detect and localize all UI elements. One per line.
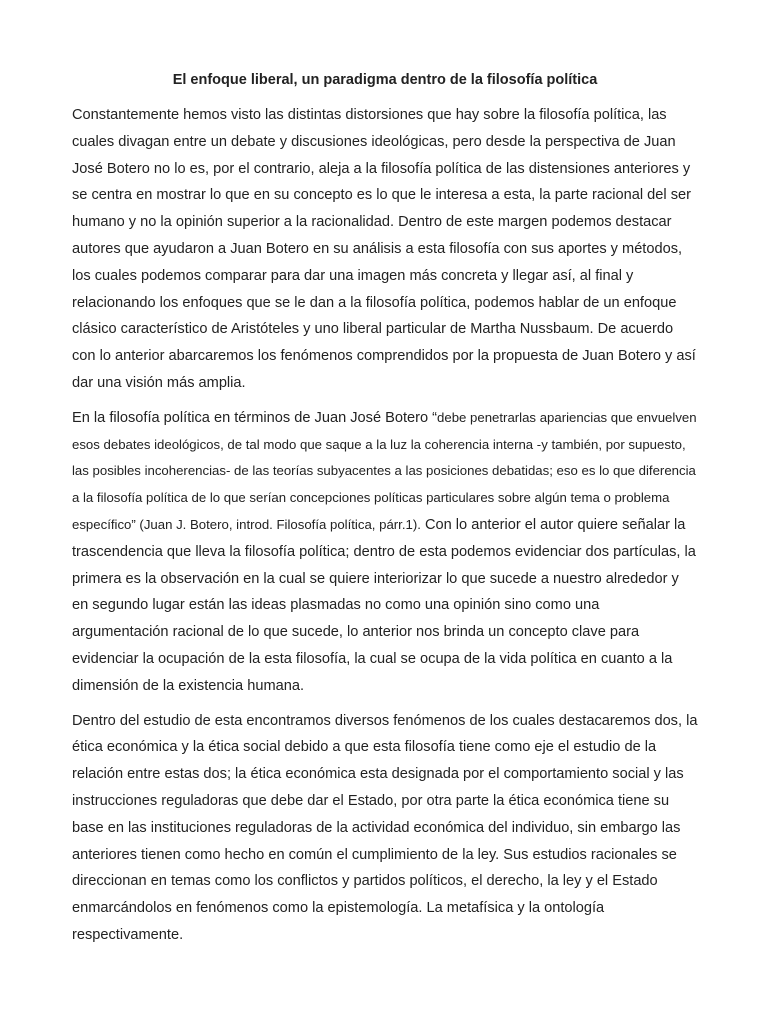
paragraph-3: Dentro del estudio de esta encontramos diversos fenómenos de los cuales destacaremos dos, la ética económica y la ética social debido a que esta filosofía tiene como eje el estudio de la relación entre estas dos; la ética económica esta designada por el comportamiento social y las instrucciones reguladoras que debe dar el Estado, por otra parte la ética económica tiene su base en las instituciones reguladoras de la actividad económica del individuo, sin embargo las anteriores tienen como hecho en común el cumplimiento de la ley. Sus estudios racionales se direccionan en temas como los conflictos y partidos políticos, el derecho, la ley y el Estado enmarcándolos en fenómenos como la epistemología. La metafísica y la ontología respectivamente. [72,712,698,943]
paragraph-2 [72,405,698,700]
document-page [72,70,698,957]
document-title: El enfoque liberal, un paradigma dentro de la filosofía política [172,72,598,88]
paragraph-2-intro: En la filosofía política en términos de Juan José Botero “ [72,409,438,426]
paragraph-2-quote: debe penetrarlas apariencias que envuelven esos debates ideológicos, de tal modo que saque a la luz la coherencia interna -y también, por supuesto, las posibles incoherencias- de las teorías subyacentes a las posiciones debatidas; eso es lo que diferencia a la filosofía política de lo que serían concepciones políticas particulares sobre algún tema o problema específico” (Juan J. Botero, introd. Filosofía política, párr.1). [72,409,697,532]
paragraph-2-rest: Con lo anterior el autor quiere señalar la trascendencia que lleva la filosofía política; dentro de esta podemos evidenciar dos partículas, la primera es la observación en la cual se quiere interiorizar lo que sucede a nuestro alrededor y en segundo lugar están las ideas plasmadas no como una opinión sino como una argumentación racional de lo que sucede, lo anterior nos brinda un concepto clave para evidenciar la ocupación de la esta filosofía, la cual se ocupa de la vida política en cuanto a la dimensión de la existencia humana. [72,516,696,694]
paragraph-1: Constantemente hemos visto las distintas distorsiones que hay sobre la filosofía política, las cuales divagan entre un debate y discusiones ideológicas, pero desde la perspectiva de Juan José Botero no lo es, por el contrario, aleja a la filosofía política de las distensiones anteriores y se centra en mostrar lo que en su concepto es lo que le interesa a esta, la parte racional del ser humano y no la opinión superior a la racionalidad. Dentro de este margen podemos destacar autores que ayudaron a Juan Botero en su análisis a esta filosofía con sus aportes y métodos, los cuales podemos comparar para dar una imagen más concreta y llegar así, al final y relacionando los enfoques que se le dan a la filosofía política, podemos hablar de un enfoque clásico característico de Aristóteles y uno liberal particular de Martha Nussbaum. De acuerdo con lo anterior abarcaremos los fenómenos comprendidos por la propuesta de Juan Botero y así dar una visión más amplia. [72,107,696,391]
